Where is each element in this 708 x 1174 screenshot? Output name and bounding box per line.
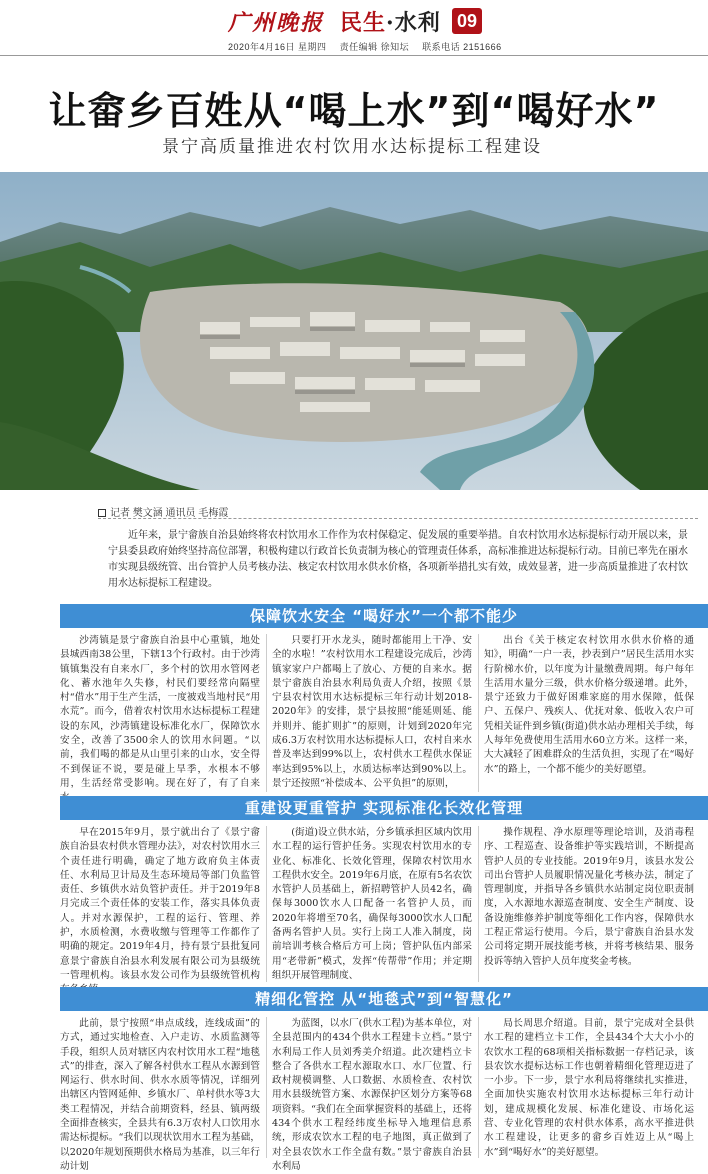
column-divider bbox=[266, 634, 267, 792]
paragraph: 为蓝图，以水厂(供水工程)为基本单位，对全县范围内的434个供水工程建卡立档。”景宁水利局工作人员刘秀美介绍道。此次建档立卡整合了各供水工程水源取水口、水厂位置、行政村规模调整、人口数据、水质检查、农村饮用水县级统管方案、水源保护区划分方案等68项资料。“我们在全面掌握资料的基础上，还将434个供水工程经纬度坐标导入地理信息系统，形成农饮水工程的电子地图，真正做到了对全县农饮水工作全盘有数。”景宁畲族自治县水利局 bbox=[272, 1018, 472, 1172]
column-divider bbox=[266, 1017, 267, 1158]
article-headline: 让畲乡百姓从“喝上水”到“喝好水” bbox=[48, 89, 660, 133]
column-divider bbox=[478, 1017, 479, 1158]
section-title bbox=[340, 6, 441, 37]
article-intro: 近年来，景宁畲族自治县始终将农村饮用水工作作为农村保稳定、促发展的重要举措。自农村饮用水达标提标行动开展以来，景宁县委县政府始终坚持高位部署，积极构建以行政首长负责制为核心的管理责任体系，高标准推进达标提标行动。目前已率先在丽水市实现县级统管、出台管护人员考核办法、核定农村饮用水供水价格，各项新举措扎实有效，成效显著，进一步高质量推进了农村饮用水达标提标工程建设。 bbox=[108, 530, 688, 589]
masthead-divider bbox=[0, 55, 708, 56]
contact-phone: 联系电话 2151666 bbox=[422, 42, 502, 52]
column-divider bbox=[478, 634, 479, 792]
aerial-town-photo bbox=[0, 172, 708, 490]
section-banner-2: 重建设更重管护 实现标准化长效化管理 bbox=[60, 796, 708, 820]
paragraph: 早在2015年9月，景宁就出台了《景宁畲族自治县农村供水管理办法》，对农村饮用水三个责任进行明确，确定了地方政府负主体责任、水利局卫计局及生态环境局等部门负监管责任、乡镇供水站负管护责任。并于2019年8月完成三个责任体的安装工作，落实具体负责人。并对水源保护，工程的运行、管理、养护，水质检测，水费收缴与管理等工作都作了明确的规定。2019年4月，持有景宁县批复同意景宁畲族自治县水利发展有限公司为县级统一管理机构。该县水发公司作为县级统管机构 bbox=[60, 827, 260, 981]
paragraph: 只要打开水龙头，随时都能用上干净、安全的水啦！”农村饮用水工程建设完成后，沙湾镇家家户户都喝上了放心、方便的自来水。据景宁畲族自治县水利局负责人介绍，按照《景宁县农村饮用水达标提标三年行动计划2018-2020年》的安排，景宁县按照“能延则延、能并则并、能扩则扩”的原则，计划到2020年完成6.3万农村饮用水达标提标人口，农村自来水普及率达到99%以上，农村供水工程供水保证率达到95%以上，水质达标率达到90%以上。景宁还按照“补偿成本、公平负担”的原则， bbox=[272, 635, 472, 789]
masthead bbox=[0, 0, 708, 62]
square-bullet-icon bbox=[98, 509, 106, 517]
section-3-column-2 bbox=[272, 1017, 472, 1172]
column-divider bbox=[478, 826, 479, 982]
aerial-photo-illustration bbox=[0, 172, 708, 490]
paragraph: 局长周思介绍道。目前，景宁完成对全县供水工程的建档立卡工作，全县434个大大小小的农饮水工程的68项相关指标数据一存档记录，该县农饮水提标达标工作也朝着精细化管理迈进了一小步。下一步，景宁水利局将继续扎实推进，全面加快实施农村饮用水达标提标三年行动计划，建成规模化发展、标准化建设、市场化运营、专业化管理的农村供水体系，高水平推进供水工程建设，让更多的畲乡百姓迈上从“喝上水”到“喝好水”的美好愿望。 bbox=[484, 1018, 694, 1158]
byline-divider bbox=[98, 518, 698, 519]
section-3-column-3 bbox=[484, 1017, 694, 1160]
section-banner-3: 精细化管控 从“地毯式”到“智慧化” bbox=[60, 987, 708, 1011]
issue-info bbox=[228, 40, 512, 53]
section-3-column-1 bbox=[60, 1017, 260, 1172]
byline bbox=[98, 504, 228, 519]
paragraph: 此前，景宁按照“串点成线，连线成面”的方式，通过实地检查、入户走访、水质监测等手段，组织人员对辖区内农村饮用水工程“地毯式”的排查，深入了解各村供水工程从水源到管网运行、供水时间、供水水质等情况，详细列出辖区内管网延伸、乡镇水厂、单村供水等3大类工程情况，并结合前期资料，经县、镇两级全面排查核实，全县共有6.3万农村人口饮用水需达标提标。“我们以现状饮用水工程为基础，以2020年规划预期供水格局为基准，以三年行动计划 bbox=[60, 1018, 260, 1172]
issue-date: 2020年4月16日 星期四 bbox=[228, 42, 327, 52]
article-subheadline: 景宁高质量推进农村饮用水达标提标工程建设 bbox=[162, 137, 542, 157]
section-sub: 水利 bbox=[394, 10, 441, 36]
newspaper-logo: 广州晚报 bbox=[228, 10, 325, 36]
page-number-badge: 09 bbox=[452, 8, 482, 34]
byline-text: 记者 樊文涵 通讯员 毛梅霞 bbox=[110, 508, 229, 519]
section-dot: · bbox=[386, 10, 395, 36]
section-2-column-3 bbox=[484, 826, 694, 984]
paragraph: 出台《关于核定农村饮用水供水价格的通知》，明确“一户一表，抄表到户”居民生活用水实行阶梯水价，以年度为计量缴费周期。每户每年生活用水量分三级，供水价格分级递增。此外，景宁还致力于做好困难家庭的用水保障，低保户、五保户、残疾人、优抚对象、低收入农户可凭相关证件到乡镇(街道)供水站办理相关手续，每人每年免费使用生活用水60立方米。这样一来，大大减轻了困难群众的生活负担，实现了在“喝好水”的路上，一个都不能少的美好愿望。 bbox=[484, 635, 694, 775]
column-divider bbox=[266, 826, 267, 982]
section-main: 民生 bbox=[340, 10, 387, 36]
section-1-column-3 bbox=[484, 634, 694, 794]
section-1-column-1 bbox=[60, 634, 260, 794]
paragraph: 操作规程、净水原理等理论培训，及消毒程序、工程巡查、设备维护等实践培训，不断提高管护人员的专业技能。2019年9月，该县水发公司出台管护人员履职情况量化考核办法，制定了管理制度，并指导各乡镇供水站制定岗位职责制度，入水源地水源巡查制度、安全生产制度、设备设施维修养护制度等细化工作内容，保障供水工程正常运行使用。今后，景宁畲族自治县水发公司将定期开展技能考核，并将考核结果、服务投诉等纳入管护人员年度奖金考核。 bbox=[484, 827, 694, 967]
editor-credit: 责任编辑 徐知坛 bbox=[339, 42, 410, 52]
section-banner-1: 保障饮水安全 “喝好水”一个都不能少 bbox=[60, 604, 708, 628]
section-2-column-2 bbox=[272, 826, 472, 984]
paragraph: 沙湾镇是景宁畲族自治县中心重镇，地处县城西南38公里，下辖13个行政村。由于沙湾镇镇集没有自来水厂，多个村的饮用水管网老化、蓄水池年久失修，村民们要经常向隔壁村“借水”用于生产生活，一度被戏当地村民“用水荒”。而今，借着农村饮用水达标提标工程建设的东风，沙湾镇建设标准化水厂，保障饮水安全，改善了3500余人的饮用水问题。“以前，我们喝的都是从山里引来的山水，安全得不到保证不说，要是碰上旱季，水根本不够用，生活经常受影响。现在好了，有了自来 bbox=[60, 635, 260, 789]
section-1-column-2 bbox=[272, 634, 472, 794]
section-2-column-1 bbox=[60, 826, 260, 984]
paragraph: (街道)设立供水站，分乡镇承担区域内饮用水工程的运行管护任务。实现农村饮用水的专业化、标准化、长效化管理，保障农村饮用水工程供水安全。2019年6月底，在原有5名农饮水管护人员基础上，新招聘管护人员42名，确保每3000饮水人口配备一名管护人员，而2020年将增至70名，确保每3000饮水人口配备两名管护人员。实行上岗工人准入制度，岗前培训考核合格后方可上岗；管护队伍内部采用“老带新”模式，发挥“传帮带”作用；并定期组织开展管理制度、 bbox=[272, 827, 472, 981]
